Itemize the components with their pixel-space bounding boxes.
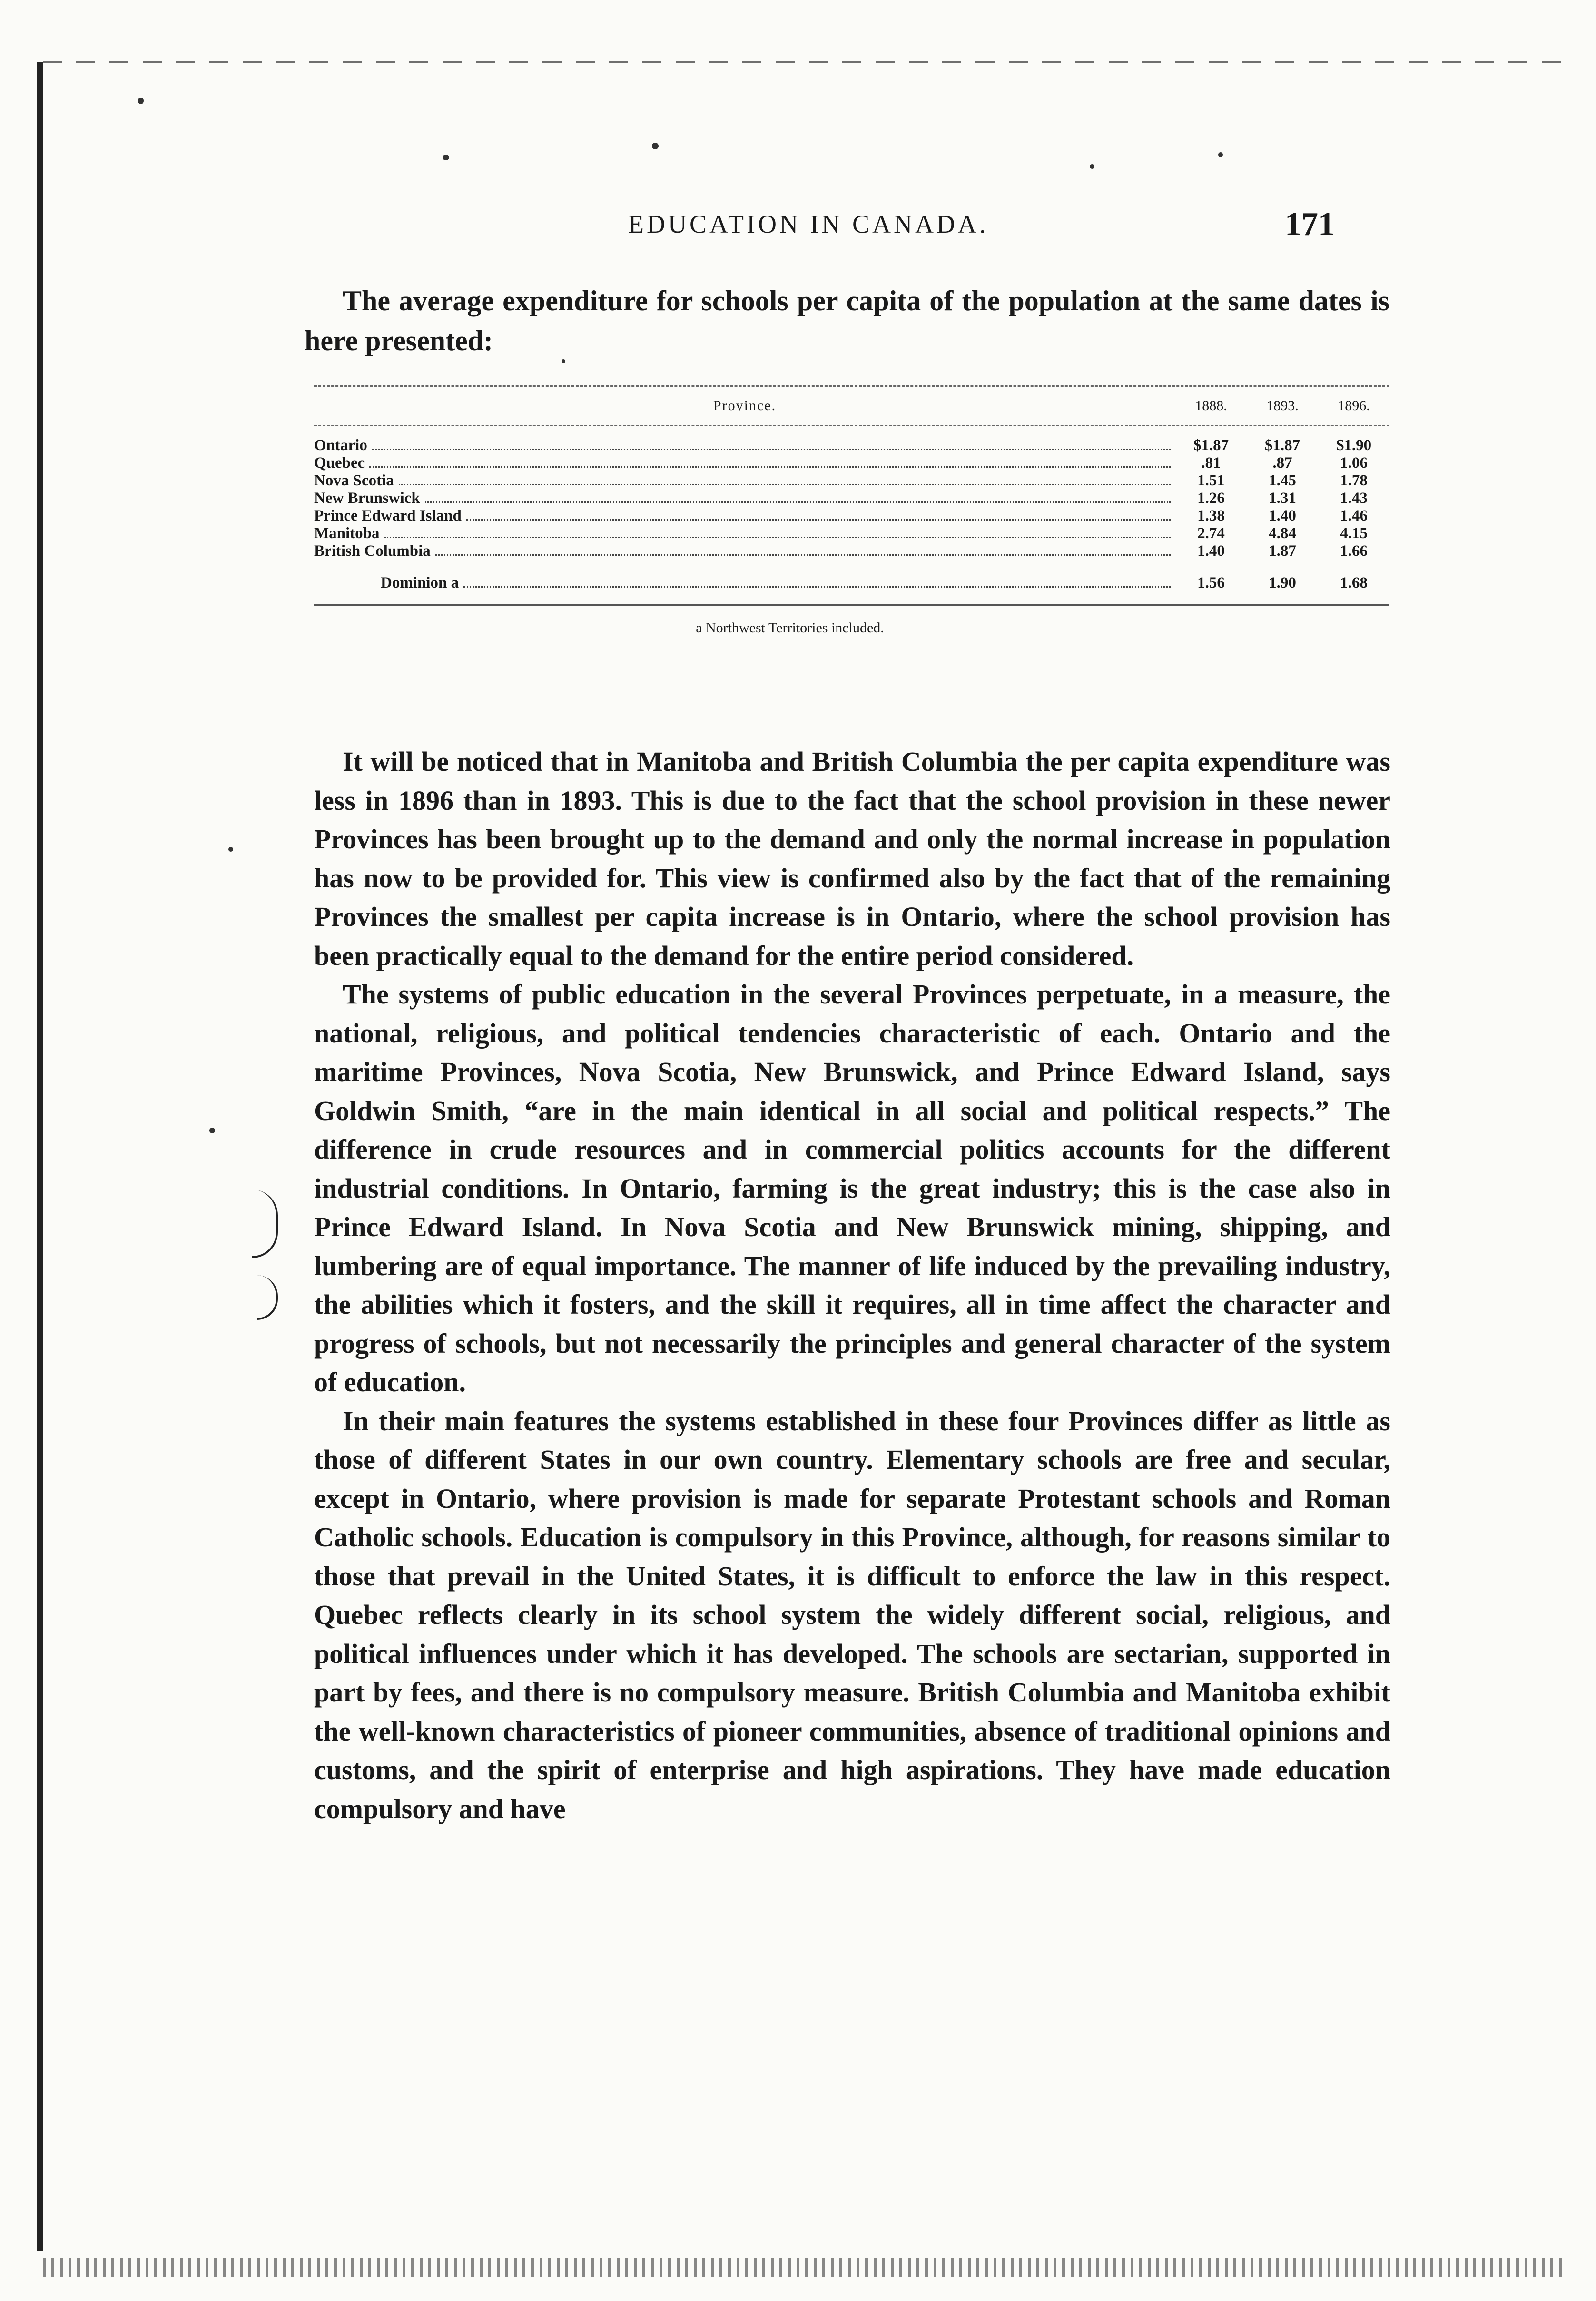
leader-dots [384,537,1171,538]
scan-speck [1218,152,1223,157]
province-name: Manitoba [314,525,380,542]
province-name: British Columbia [314,542,431,560]
value-cell: 2.74 [1197,525,1225,542]
value-cell: $1.87 [1264,437,1300,454]
column-header-province: Province. [713,398,777,413]
scan-speck [228,847,233,852]
scan-speck [652,143,659,149]
province-name: Prince Edward Island [314,507,462,524]
value-cell: 1.43 [1340,490,1368,507]
paragraph: It will be noticed that in Manitoba and British Columbia the per capita expenditure was less in 1896 than in 1893. This is due to the fact that the school provision in these newer Provinces has been brought up to the demand and only the normal increase in population has now to be provided for. This view is confirmed also by the fact that of the remaining Provinces the smallest per capita increase is in Ontario, where the school provision has been practically equal to the demand for the entire period considered. [314,746,1390,971]
value-cell: 1.40 [1197,542,1225,560]
province-name: Nova Scotia [314,472,394,489]
table-row [314,472,1389,490]
value-cell: 4.84 [1269,525,1296,542]
expenditure-table [314,385,1389,636]
leader-dots [425,502,1171,503]
value-cell: 1.46 [1340,507,1368,524]
scan-speck [443,155,449,160]
value-cell: 1.66 [1340,542,1368,560]
table-row [314,525,1389,542]
page-spine-edge [37,62,43,2251]
value-cell: 4.15 [1340,525,1368,542]
table-row [314,490,1389,507]
scan-bottom-edge [43,2258,1566,2277]
value-cell: 1.90 [1269,574,1296,591]
value-cell: 1.87 [1269,542,1296,560]
value-cell: 1.78 [1340,472,1368,489]
table-bottom-rule [314,604,1389,606]
table-footnote: a Northwest Territories included. [696,620,884,636]
leader-dots [399,484,1171,485]
value-cell: 1.51 [1197,472,1225,489]
value-cell: 1.06 [1340,454,1368,472]
table-row [314,437,1389,454]
table-total-row [314,574,1389,592]
value-cell: 1.68 [1340,574,1368,591]
page-number: 171 [1285,206,1335,243]
scan-speck [1090,164,1094,169]
leader-dots [435,554,1171,556]
column-header-year: 1888. [1195,398,1227,413]
scan-speck [209,1128,215,1133]
scan-top-edge [43,61,1566,63]
value-cell: 1.31 [1269,490,1296,507]
running-title: EDUCATION IN CANADA. [628,210,989,238]
leader-dots [466,519,1171,521]
value-cell: 1.38 [1197,507,1225,524]
value-cell: 1.56 [1197,574,1225,591]
value-cell: $1.87 [1193,437,1229,454]
value-cell: $1.90 [1336,437,1372,454]
body-text [314,742,1390,1828]
province-name: Dominion a [381,574,459,591]
value-cell: 1.45 [1269,472,1296,489]
value-cell: .81 [1201,454,1221,472]
value-cell: 1.40 [1269,507,1296,524]
intro-paragraph: The average expenditure for schools per capita of the population at the same dates is here presented: [305,285,1389,356]
value-cell: .87 [1272,454,1292,472]
column-header-year: 1893. [1266,398,1299,413]
table-row [314,507,1389,525]
scan-speck [138,98,144,104]
pen-mark [252,1190,278,1258]
page-header [0,206,1596,252]
table-header-row [314,387,1389,425]
paragraph: The systems of public education in the several Provinces perpetuate, in a measure, the national, religious, and political tendencies characteristic of each. Ontario and the maritime Provinces, Nova Scotia, New Brunswick, and Prince Edward Island, says Goldwin Smith, “are in the main identical in all social and political respects.” The difference in crude resources and in commercial politics accounts for the different industrial conditions. In Ontario, farming is the great industry; this is the case also in Prince Edward Island. In Nova Scotia and New Brunswick mining, shipping, and lumbering are of equal importance. The manner of life induced by the prevailing industry, the abilities which it fosters, and the skill it requires, all in time affect the character and progress of schools, but not necessarily the principles and general character of the system of education. [314,979,1390,1397]
pen-mark [257,1275,278,1320]
value-cell: 1.26 [1197,490,1225,507]
table-body [314,426,1389,592]
leader-dots [463,586,1171,588]
table-row [314,454,1389,472]
paragraph: In their main features the systems established in these four Provinces differ as little as those of different States in our own country. Elementary schools are free and secular, except in Ontario, where provision is made for separate Protestant schools and Roman Catholic schools. Education is compulsory in this Province, although, for reasons similar to those that prevail in the United States, it is difficult to enforce the law in this respect. Quebec reflects clearly in its school system the widely different social, religious, and political influences under which it has developed. The schools are sectarian, supported in part by fees, and there is no compulsory measure. British Columbia and Manitoba exhibit the well-known characteristics of pioneer communities, absence of traditional opinions and customs, and the spirit of enterprise and high aspirations. They have made education compulsory and have [314,1405,1390,1824]
column-header-year: 1896. [1338,398,1370,413]
province-name: Ontario [314,437,367,454]
leader-dots [372,449,1171,450]
table-row [314,542,1389,560]
province-name: New Brunswick [314,490,420,507]
province-name: Quebec [314,454,365,472]
leader-dots [369,466,1171,468]
